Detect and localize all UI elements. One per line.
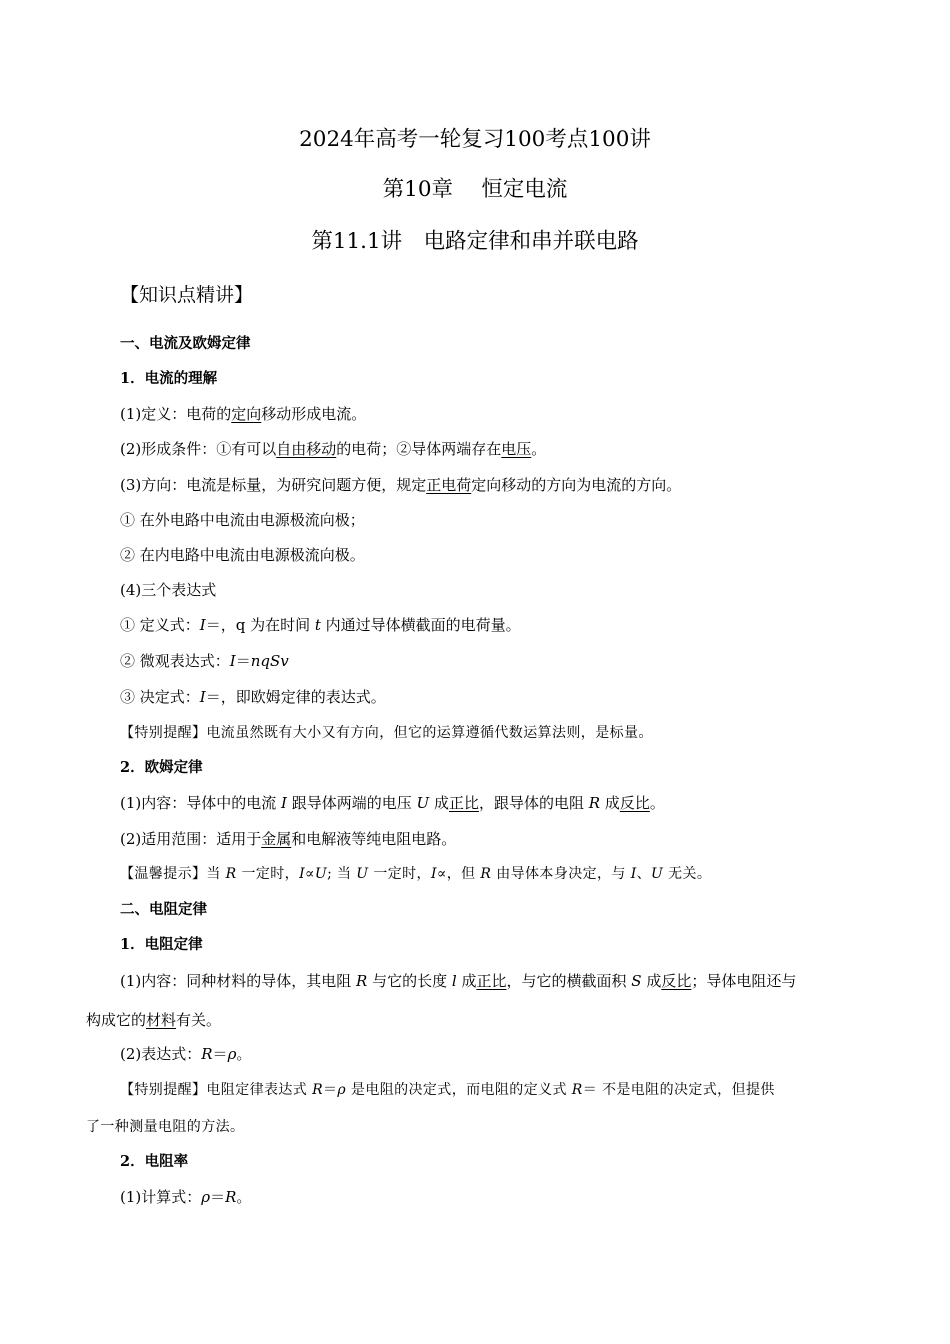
subsection-current-understanding: 1．电流的理解 <box>120 370 218 387</box>
text-span: ＝ <box>212 1045 228 1063</box>
subsection-ohms-law: 2．欧姆定律 <box>120 759 203 776</box>
text-span: (1)定义：电荷的 <box>120 405 232 423</box>
text-span: ＝ <box>210 1188 226 1206</box>
text-span: 。 <box>236 1188 252 1206</box>
special-reminder-current: 【特别提醒】电流虽然既有大小又有方向，但它的运算遵循代数运算法则，是标量。 <box>120 725 653 741</box>
text-span: 由导体本身决定，与 <box>491 866 631 882</box>
underlined-term: 反比 <box>661 972 692 990</box>
symbol-S: S <box>631 972 642 990</box>
text-span: ; 当 <box>327 866 357 882</box>
text-span: 是电阻的决定式，而电阻的定义式 <box>346 1082 572 1098</box>
symbol-R: R <box>356 972 368 990</box>
underlined-term: 金属 <box>261 830 292 848</box>
underlined-term: 反比 <box>619 794 650 812</box>
symbol-l: l <box>451 972 457 990</box>
external-circuit-line: ① 在外电路中电流由电源极流向极； <box>120 511 365 529</box>
text-span: 成 <box>641 972 662 990</box>
text-span: 与它的长度 <box>367 972 452 990</box>
underlined-term: 电压 <box>501 440 532 458</box>
text-span: ③ 决定式： <box>120 688 200 706</box>
text-span: 无关。 <box>663 866 712 882</box>
symbol-R: R <box>588 794 601 812</box>
text-span: (2)适用范围：适用于 <box>120 830 262 848</box>
symbol-I: I <box>199 616 206 634</box>
subsection-resistance-law: 1．电阻定律 <box>120 936 203 953</box>
warm-tip <box>120 864 711 884</box>
text-span: 构成它的 <box>86 1011 147 1029</box>
symbol-R: R <box>225 1188 237 1206</box>
symbol-U: U <box>651 866 664 882</box>
document-title: 2024年高考一轮复习100考点100讲 <box>299 127 651 152</box>
symbol-I: I <box>281 794 287 812</box>
text-span: (1)计算式： <box>120 1188 202 1206</box>
symbol-R: R <box>225 866 237 882</box>
symbol-I: I <box>630 866 637 882</box>
text-span: 。 <box>649 794 665 812</box>
text-span: 、 <box>636 866 652 882</box>
special-reminder-resistance <box>120 1080 775 1100</box>
text-span: (2)形成条件：①有可以 <box>120 440 277 458</box>
resistance-expression <box>120 1044 251 1064</box>
knowledge-heading: 【知识点精讲】 <box>120 284 254 306</box>
chapter-title: 第10章 恒定电流 <box>382 177 568 202</box>
text-span: 内通过导体横截面的电荷量。 <box>320 616 521 634</box>
text-span: 一定时， <box>368 866 431 882</box>
text-span: ② 微观表达式： <box>120 652 230 670</box>
symbol-I: I <box>199 688 206 706</box>
text-span: 【特别提醒】电阻定律表达式 <box>120 1082 313 1098</box>
text-span: ＝，q 为在时间 <box>205 616 315 634</box>
expressions-heading: (4)三个表达式 <box>120 581 217 599</box>
text-span: 定向移动的方向为电流的方向。 <box>471 476 682 494</box>
symbol-U: U <box>314 866 328 882</box>
symbol-R: R <box>571 1082 583 1098</box>
special-reminder-resistance-cont: 了一种测量电阻的方法。 <box>86 1119 245 1135</box>
definition-line <box>120 404 366 424</box>
symbol-U: U <box>356 866 369 882</box>
resistance-law-content-cont <box>86 1010 221 1030</box>
text-span: ＝ <box>323 1082 338 1098</box>
section-heading-current: 一、电流及欧姆定律 <box>120 335 251 352</box>
text-span: (1)内容：导体中的电流 <box>120 794 282 812</box>
symbol-U: U <box>416 794 430 812</box>
text-span: 成 <box>600 794 620 812</box>
resistivity-formula <box>120 1187 251 1207</box>
symbol-I: I <box>430 866 437 882</box>
underlined-term: 正电荷 <box>426 476 472 494</box>
text-span: ∝ <box>305 866 315 882</box>
microscopic-formula-line <box>120 651 289 671</box>
resistance-law-content <box>120 971 796 991</box>
symbol-I: I <box>299 866 305 882</box>
symbol-rho: ρ <box>201 1188 211 1206</box>
text-span: ＝，即欧姆定律的表达式。 <box>205 688 386 706</box>
text-span: 的电荷；②导体两端存在 <box>336 440 502 458</box>
symbol-R: R <box>480 866 492 882</box>
text-span: ；导体电阻还与 <box>691 972 797 990</box>
section-heading-resistance: 二、电阻定律 <box>120 901 207 918</box>
direction-line <box>120 475 681 495</box>
text-span: 成 <box>456 972 477 990</box>
text-span: ＝ 不是电阻的决定式，但提供 <box>582 1082 775 1098</box>
underlined-term: 材料 <box>146 1011 177 1029</box>
text-span: 。 <box>531 440 547 458</box>
determining-formula-line <box>120 687 386 707</box>
symbol-R: R <box>201 1045 213 1063</box>
text-span: ∝，但 <box>436 866 481 882</box>
text-span: ＝ <box>235 652 251 670</box>
text-span: (3)方向：电流是标量，为研究问题方便，规定 <box>120 476 427 494</box>
formula-nqSv: nqSv <box>250 652 289 670</box>
text-span: 和电解液等纯电阻电路。 <box>291 830 457 848</box>
text-span: (1)内容：同种材料的导体，其电阻 <box>120 972 357 990</box>
text-span: ，跟导体的电阻 <box>478 794 589 812</box>
text-span: 【温馨提示】当 <box>120 866 226 882</box>
text-span: (2)表达式： <box>120 1045 202 1063</box>
condition-line <box>120 439 546 459</box>
symbol-t: t <box>314 616 321 634</box>
symbol-rho: ρ <box>227 1045 237 1063</box>
underlined-term: 正比 <box>448 794 479 812</box>
text-span: 跟导体两端的电压 <box>286 794 417 812</box>
text-span: 移动形成电流。 <box>261 405 367 423</box>
text-span: 有关。 <box>176 1011 222 1029</box>
symbol-R: R <box>312 1082 324 1098</box>
underlined-term: 定向 <box>231 405 262 423</box>
text-span: 一定时， <box>236 866 300 882</box>
lecture-title: 第11.1讲 电路定律和串并联电路 <box>311 229 639 254</box>
ohms-law-content <box>120 793 665 813</box>
text-span: 成 <box>429 794 449 812</box>
definition-formula-line <box>120 615 521 635</box>
subsection-resistivity: 2．电阻率 <box>120 1153 189 1170</box>
ohms-law-scope <box>120 829 456 849</box>
text-span: ① 定义式： <box>120 616 200 634</box>
underlined-term: 自由移动 <box>276 440 337 458</box>
symbol-I: I <box>229 652 236 670</box>
text-span: ，与它的横截面积 <box>506 972 632 990</box>
text-span: 。 <box>236 1045 252 1063</box>
underlined-term: 正比 <box>476 972 507 990</box>
symbol-rho: ρ <box>337 1082 347 1098</box>
internal-circuit-line: ② 在内电路中电流由电源极流向极。 <box>120 546 365 564</box>
